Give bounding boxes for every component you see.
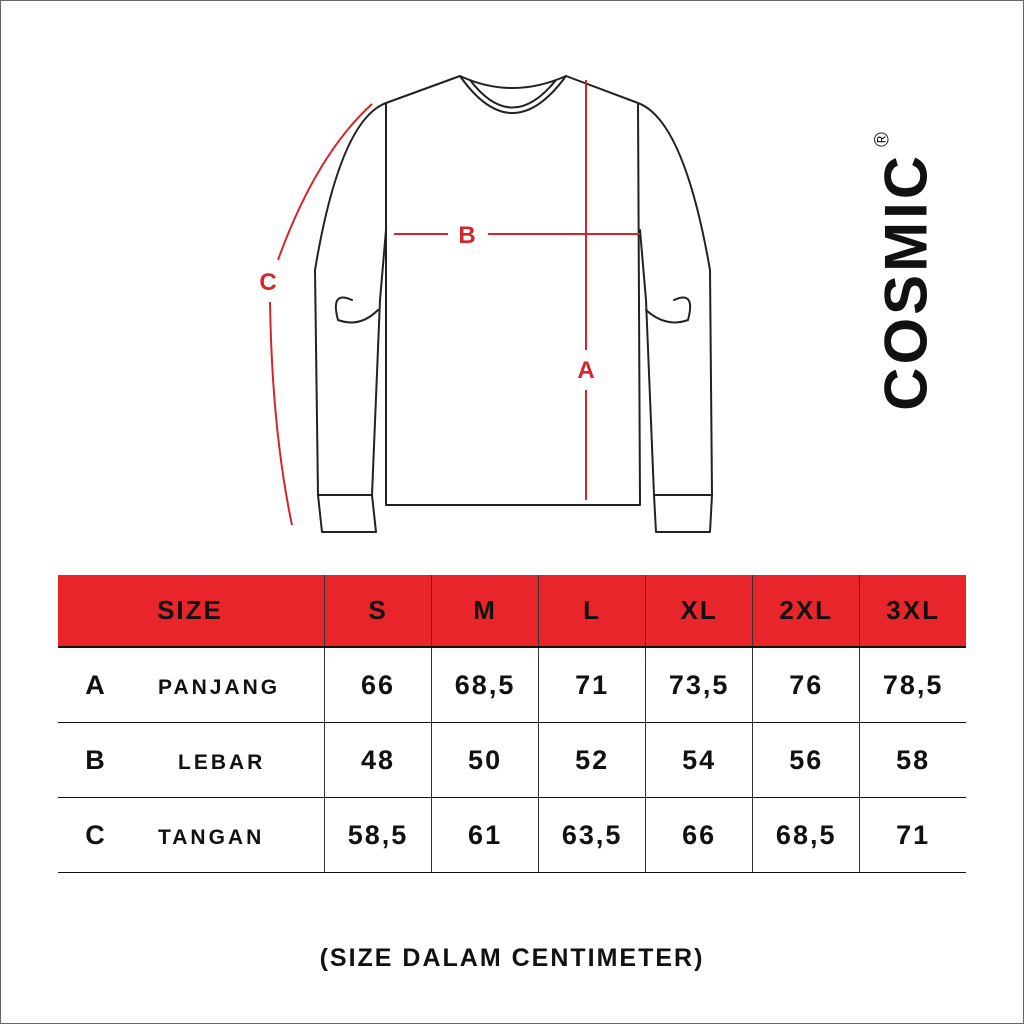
dim-b-label: B bbox=[458, 222, 476, 249]
table-cell: 71 bbox=[860, 798, 966, 873]
brand-name: COSMIC bbox=[872, 152, 940, 411]
header-size-m: M bbox=[432, 575, 539, 647]
row-label: PANJANG bbox=[158, 675, 281, 699]
table-row-tangan bbox=[58, 798, 966, 873]
table-cell: 61 bbox=[432, 798, 539, 873]
header-size-s: S bbox=[325, 575, 432, 647]
header-size-label: SIZE bbox=[58, 575, 325, 647]
row-label: LEBAR bbox=[178, 750, 266, 774]
dim-a-label: A bbox=[577, 357, 595, 384]
unit-footnote: (SIZE DALAM CENTIMETER) bbox=[319, 944, 705, 972]
table-cell: 78,5 bbox=[860, 647, 966, 723]
row-letter: B bbox=[85, 744, 107, 775]
row-letter: A bbox=[85, 669, 107, 700]
table-row-lebar bbox=[58, 723, 966, 798]
table-cell: 56 bbox=[753, 723, 860, 798]
table-cell: 52 bbox=[539, 723, 646, 798]
table-cell: 71 bbox=[539, 647, 646, 723]
dim-c-line-lower bbox=[270, 302, 292, 525]
table-cell: 66 bbox=[646, 798, 753, 873]
row-key-cell bbox=[58, 798, 325, 873]
row-label: TANGAN bbox=[158, 825, 265, 849]
table-cell: 58 bbox=[860, 723, 966, 798]
row-key-cell bbox=[58, 723, 325, 798]
table-cell: 63,5 bbox=[539, 798, 646, 873]
table-cell: 66 bbox=[325, 647, 432, 723]
table-cell: 50 bbox=[432, 723, 539, 798]
table-cell: 58,5 bbox=[325, 798, 432, 873]
table-header-row bbox=[58, 575, 966, 647]
row-key-cell bbox=[58, 647, 325, 723]
table-cell: 73,5 bbox=[646, 647, 753, 723]
dim-c-label: C bbox=[259, 269, 277, 296]
table-row-panjang bbox=[58, 647, 966, 723]
row-letter: C bbox=[85, 819, 107, 850]
header-size-2xl: 2XL bbox=[753, 575, 860, 647]
table-cell: 48 bbox=[325, 723, 432, 798]
table-cell: 76 bbox=[753, 647, 860, 723]
right-hand bbox=[646, 298, 690, 323]
header-size-xl: XL bbox=[646, 575, 753, 647]
right-cuff bbox=[654, 495, 712, 532]
registered-mark: ® bbox=[871, 129, 894, 147]
header-size-3xl: 3XL bbox=[860, 575, 966, 647]
header-size-l: L bbox=[539, 575, 646, 647]
brand-logo bbox=[872, 129, 941, 411]
table-cell: 68,5 bbox=[753, 798, 860, 873]
table-cell: 54 bbox=[646, 723, 753, 798]
table-cell: 68,5 bbox=[432, 647, 539, 723]
size-chart-table bbox=[58, 575, 966, 873]
left-hand bbox=[336, 298, 378, 323]
left-cuff bbox=[318, 495, 376, 532]
shirt-body-outline bbox=[386, 76, 640, 505]
